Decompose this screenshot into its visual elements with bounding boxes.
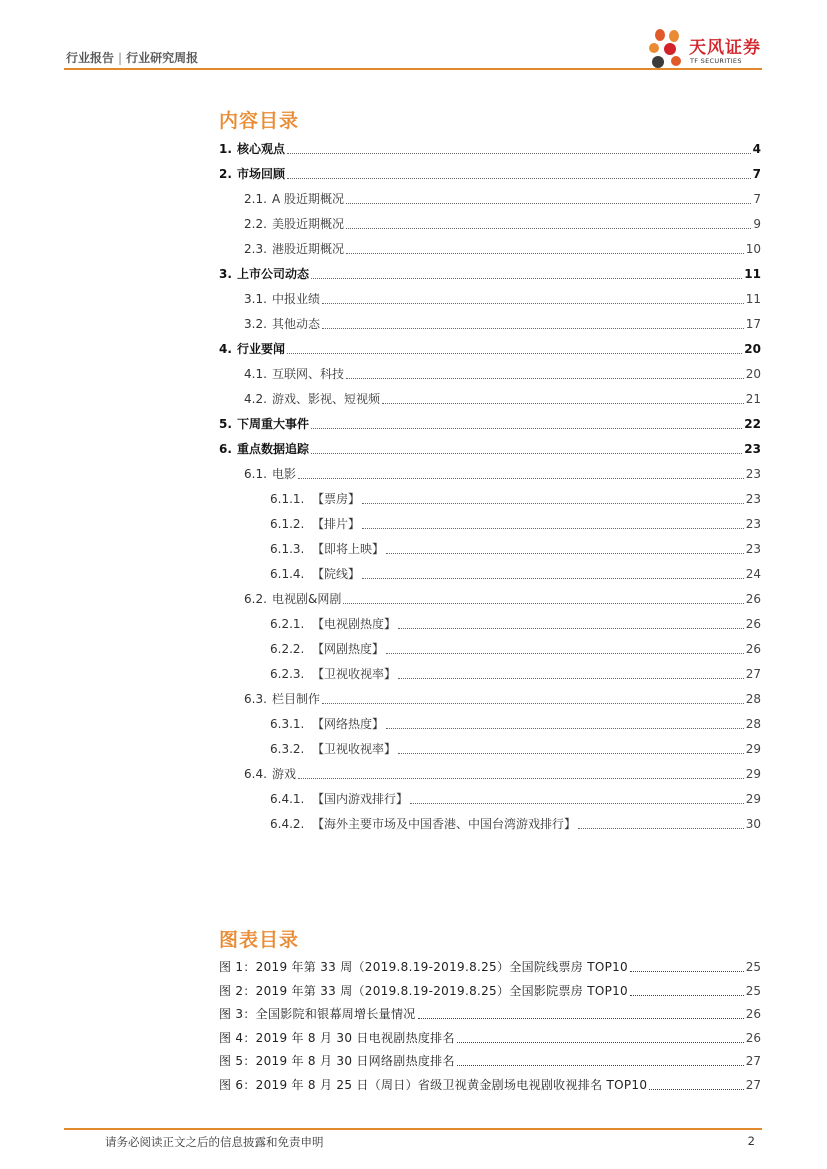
report-type-label: 行业报告 bbox=[66, 51, 115, 65]
toc-dot-leader bbox=[386, 553, 744, 554]
toc-entry[interactable] bbox=[270, 540, 761, 558]
toc-entry-page: 22 bbox=[744, 417, 761, 431]
page-number: 2 bbox=[747, 1134, 755, 1148]
toc-dot-leader bbox=[346, 228, 751, 229]
toc-entry-title: 重点数据追踪 bbox=[237, 442, 310, 456]
figure-entry-title: 2019 年 8 月 30 日网络剧热度排名 bbox=[255, 1054, 455, 1068]
toc-entry[interactable] bbox=[270, 740, 761, 758]
toc-dot-leader bbox=[398, 753, 744, 754]
header-separator: | bbox=[118, 51, 123, 65]
figure-entry-title: 2019 年第 33 周（2019.8.19-2019.8.25）全国院线票房 TOP10 bbox=[255, 960, 628, 974]
toc-entry[interactable] bbox=[270, 615, 761, 633]
toc-dot-leader bbox=[287, 153, 751, 154]
toc-title: 内容目录 bbox=[219, 110, 300, 132]
figure-entry[interactable] bbox=[219, 1052, 761, 1070]
toc-dot-leader bbox=[322, 303, 744, 304]
toc-entry[interactable] bbox=[219, 140, 761, 158]
toc-entry[interactable] bbox=[270, 640, 761, 658]
figure-entry-title: 2019 年 8 月 25 日（周日）省级卫视黄金剧场电视剧收视排名 TOP10 bbox=[255, 1077, 648, 1092]
figure-entry[interactable] bbox=[219, 1005, 761, 1023]
tf-securities-logo bbox=[648, 27, 764, 71]
toc-entry-page: 23 bbox=[745, 517, 761, 531]
toc-entry-number: 6.1.1. bbox=[270, 492, 305, 506]
toc-entry-title: 下周重大事件 bbox=[237, 417, 310, 431]
toc-dot-leader bbox=[346, 378, 744, 379]
figure-entry-number: 图 2： bbox=[219, 983, 256, 998]
toc-dot-leader bbox=[578, 828, 744, 829]
figure-dot-leader bbox=[457, 1042, 744, 1043]
toc-dot-leader bbox=[362, 503, 744, 504]
toc-entry-title: 市场回顾 bbox=[237, 167, 286, 181]
toc-entry-page: 23 bbox=[745, 492, 761, 506]
toc-entry-page: 26 bbox=[745, 617, 761, 631]
toc-entry-number: 6.3. bbox=[244, 692, 267, 706]
toc-entry-page: 7 bbox=[753, 192, 761, 206]
figure-entry-page: 26 bbox=[745, 1030, 761, 1045]
toc-entry-number: 6.3.1. bbox=[270, 717, 305, 731]
toc-entry-title: 【排片】 bbox=[312, 517, 361, 531]
toc-entry-page: 29 bbox=[745, 792, 761, 806]
header-divider bbox=[64, 68, 762, 70]
figure-entry[interactable] bbox=[219, 958, 761, 976]
figure-entry-page: 25 bbox=[745, 960, 761, 974]
figure-entry-page: 27 bbox=[745, 1077, 761, 1092]
toc-entry-title: 中报业绩 bbox=[272, 292, 321, 306]
toc-entry-title: 【院线】 bbox=[312, 567, 361, 581]
toc-entry-page: 20 bbox=[744, 342, 761, 356]
toc-entry-page: 23 bbox=[744, 442, 761, 456]
figure-entry-title: 2019 年 8 月 30 日电视剧热度排名 bbox=[255, 1030, 455, 1045]
toc-entry[interactable] bbox=[270, 565, 761, 583]
figure-list-title: 图表目录 bbox=[219, 929, 300, 951]
toc-entry[interactable] bbox=[219, 165, 761, 183]
figure-entry-number: 图 3： bbox=[219, 1007, 256, 1021]
toc-entry-page: 21 bbox=[745, 392, 761, 406]
toc-entry-title: 【卫视收视率】 bbox=[312, 742, 397, 756]
toc-entry-number: 4.2. bbox=[244, 392, 267, 406]
toc-entry-page: 30 bbox=[745, 817, 761, 831]
toc-entry-number: 6.1. bbox=[244, 467, 267, 481]
toc-dot-leader bbox=[382, 403, 744, 404]
toc-entry-number: 6.1.4. bbox=[270, 567, 305, 581]
toc-entry-number: 6.2.1. bbox=[270, 617, 305, 631]
toc-entry[interactable] bbox=[244, 765, 761, 783]
toc-dot-leader bbox=[311, 278, 742, 279]
logo-name: 天风证券 bbox=[689, 38, 761, 58]
toc-entry-title: 其他动态 bbox=[272, 317, 321, 331]
toc-entry-number: 6.4. bbox=[244, 767, 267, 781]
toc-entry-page: 11 bbox=[744, 267, 761, 281]
toc-dot-leader bbox=[287, 353, 742, 354]
toc-entry[interactable] bbox=[219, 415, 761, 433]
toc-entry-title: 美股近期概况 bbox=[272, 217, 345, 231]
toc-entry-title: 【网剧热度】 bbox=[312, 642, 385, 656]
figure-entry-title: 全国影院和银幕周增长量情况 bbox=[255, 1007, 416, 1021]
figure-dot-leader bbox=[457, 1065, 744, 1066]
figure-entry-page: 27 bbox=[745, 1054, 761, 1068]
toc-entry-number: 3.2. bbox=[244, 317, 267, 331]
toc-entry[interactable] bbox=[270, 790, 761, 808]
toc-entry[interactable] bbox=[244, 240, 761, 258]
toc-entry[interactable] bbox=[244, 215, 761, 233]
toc-entry[interactable] bbox=[270, 715, 761, 733]
toc-entry[interactable] bbox=[219, 265, 761, 283]
toc-entry-title: 栏目制作 bbox=[272, 692, 321, 706]
toc-entry-page: 28 bbox=[745, 692, 761, 706]
toc-dot-leader bbox=[343, 603, 743, 604]
toc-entry-title: 核心观点 bbox=[237, 142, 286, 156]
toc-dot-leader bbox=[398, 628, 744, 629]
figure-entry-page: 25 bbox=[745, 983, 761, 998]
toc-entry[interactable] bbox=[244, 315, 761, 333]
toc-entry-page: 4 bbox=[752, 142, 761, 156]
toc-entry-title: 行业要闻 bbox=[237, 342, 286, 356]
toc-entry-page: 29 bbox=[745, 742, 761, 756]
toc-entry-title: 【即将上映】 bbox=[312, 542, 385, 556]
toc-entry[interactable] bbox=[219, 440, 761, 458]
toc-entry[interactable] bbox=[244, 365, 761, 383]
toc-entry-number: 5. bbox=[219, 417, 232, 431]
toc-entry[interactable] bbox=[219, 340, 761, 358]
figure-entry[interactable] bbox=[219, 1076, 761, 1094]
toc-entry-title: 游戏 bbox=[272, 767, 297, 781]
toc-dot-leader bbox=[362, 528, 744, 529]
footer-disclaimer: 请务必阅读正文之后的信息披露和免责申明 bbox=[105, 1135, 324, 1149]
toc-dot-leader bbox=[362, 578, 744, 579]
toc-entry-title: 【票房】 bbox=[312, 492, 361, 506]
toc-entry-page: 10 bbox=[745, 242, 761, 256]
toc-entry-title: 【电视剧热度】 bbox=[312, 617, 397, 631]
toc-dot-leader bbox=[346, 203, 751, 204]
figure-entry-page: 26 bbox=[745, 1007, 761, 1021]
toc-entry-page: 17 bbox=[745, 317, 761, 331]
logo-flower-icon bbox=[648, 27, 688, 71]
toc-entry[interactable] bbox=[244, 465, 761, 483]
toc-entry-number: 2. bbox=[219, 167, 232, 181]
toc-dot-leader bbox=[398, 678, 744, 679]
toc-entry[interactable] bbox=[244, 590, 761, 608]
toc-entry-title: 【海外主要市场及中国香港、中国台湾游戏排行】 bbox=[312, 817, 577, 831]
toc-entry[interactable] bbox=[270, 665, 761, 683]
toc-entry-number: 4. bbox=[219, 342, 232, 356]
toc-entry-title: 【国内游戏排行】 bbox=[312, 792, 409, 806]
toc-entry-page: 28 bbox=[745, 717, 761, 731]
toc-dot-leader bbox=[386, 653, 744, 654]
toc-entry-title: 互联网、科技 bbox=[272, 367, 345, 381]
toc-entry-title: 电视剧&网剧 bbox=[272, 592, 342, 606]
toc-entry-page: 29 bbox=[745, 767, 761, 781]
footer-divider bbox=[64, 1128, 762, 1130]
figure-entry-number: 图 1： bbox=[219, 960, 256, 974]
toc-dot-leader bbox=[322, 703, 744, 704]
toc-dot-leader bbox=[410, 803, 744, 804]
toc-dot-leader bbox=[287, 178, 751, 179]
toc-entry-number: 1. bbox=[219, 142, 232, 156]
figure-entry[interactable] bbox=[219, 1029, 761, 1047]
toc-dot-leader bbox=[386, 728, 744, 729]
toc-entry-page: 27 bbox=[745, 667, 761, 681]
toc-entry-number: 6.3.2. bbox=[270, 742, 305, 756]
figure-dot-leader bbox=[630, 971, 744, 972]
toc-entry-page: 11 bbox=[745, 292, 761, 306]
toc-entry-page: 26 bbox=[745, 592, 761, 606]
report-category bbox=[66, 49, 198, 66]
toc-entry[interactable] bbox=[270, 815, 761, 833]
toc-entry-title: 【卫视收视率】 bbox=[312, 667, 397, 681]
toc-entry-number: 3.1. bbox=[244, 292, 267, 306]
toc-entry-number: 6.2.3. bbox=[270, 667, 305, 681]
toc-entry-number: 3. bbox=[219, 267, 232, 281]
toc-entry-page: 23 bbox=[745, 467, 761, 481]
toc-entry-title: 上市公司动态 bbox=[237, 267, 310, 281]
figure-entry-title: 2019 年第 33 周（2019.8.19-2019.8.25）全国影院票房 TOP10 bbox=[255, 983, 628, 998]
toc-entry-number: 2.2. bbox=[244, 217, 267, 231]
figure-entry-number: 图 4： bbox=[219, 1030, 256, 1045]
toc-entry-title: 港股近期概况 bbox=[272, 242, 345, 256]
toc-dot-leader bbox=[298, 778, 744, 779]
toc-entry-page: 20 bbox=[745, 367, 761, 381]
toc-dot-leader bbox=[311, 428, 742, 429]
toc-entry-page: 23 bbox=[745, 542, 761, 556]
toc-entry-number: 2.3. bbox=[244, 242, 267, 256]
toc-dot-leader bbox=[346, 253, 744, 254]
toc-entry-number: 6. bbox=[219, 442, 232, 456]
toc-entry[interactable] bbox=[244, 290, 761, 308]
toc-entry-number: 6.1.3. bbox=[270, 542, 305, 556]
figure-entry-number: 图 6： bbox=[219, 1077, 256, 1092]
toc-entry-title: 【网络热度】 bbox=[312, 717, 385, 731]
toc-entry-number: 6.4.2. bbox=[270, 817, 305, 831]
toc-dot-leader bbox=[298, 478, 744, 479]
toc-entry-number: 6.1.2. bbox=[270, 517, 305, 531]
toc-entry-number: 6.4.1. bbox=[270, 792, 305, 806]
toc-entry[interactable] bbox=[270, 515, 761, 533]
report-subtype-label: 行业研究周报 bbox=[126, 51, 199, 65]
figure-dot-leader bbox=[418, 1018, 744, 1019]
toc-dot-leader bbox=[322, 328, 744, 329]
figure-entry-number: 图 5： bbox=[219, 1054, 256, 1068]
toc-entry-title: 电影 bbox=[272, 467, 297, 481]
figure-dot-leader bbox=[649, 1089, 743, 1090]
toc-entry[interactable] bbox=[270, 490, 761, 508]
toc-entry-title: 游戏、影视、短视频 bbox=[272, 392, 381, 406]
toc-entry-page: 26 bbox=[745, 642, 761, 656]
toc-entry-page: 7 bbox=[752, 167, 761, 181]
toc-entry[interactable] bbox=[244, 190, 761, 208]
toc-dot-leader bbox=[311, 453, 742, 454]
figure-dot-leader bbox=[630, 995, 744, 996]
toc-entry[interactable] bbox=[244, 390, 761, 408]
toc-entry-number: 2.1. bbox=[244, 192, 267, 206]
toc-entry-page: 24 bbox=[745, 567, 761, 581]
toc-entry[interactable] bbox=[244, 690, 761, 708]
logo-subtitle: TF SECURITIES bbox=[690, 57, 742, 65]
toc-entry-number: 4.1. bbox=[244, 367, 267, 381]
toc-entry-number: 6.2.2. bbox=[270, 642, 305, 656]
toc-entry-title: A 股近期概况 bbox=[272, 192, 345, 206]
toc-entry-page: 9 bbox=[753, 217, 761, 231]
figure-entry[interactable] bbox=[219, 982, 761, 1000]
toc-entry-number: 6.2. bbox=[244, 592, 267, 606]
